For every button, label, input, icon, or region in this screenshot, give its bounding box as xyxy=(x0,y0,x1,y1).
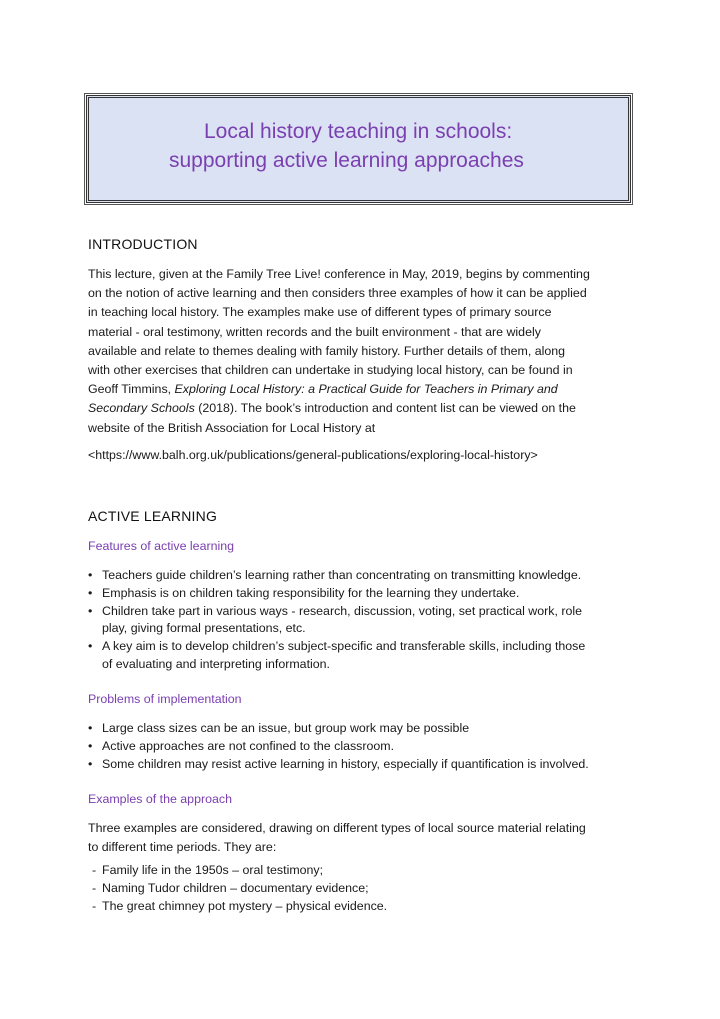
list-item xyxy=(88,898,387,916)
list-item xyxy=(88,720,633,738)
problems-list xyxy=(88,720,633,773)
list-item-text: of evaluating and interpreting information. xyxy=(102,656,330,671)
examples-line: Three examples are considered, drawing on different types of local source material relating xyxy=(88,821,586,835)
list-item-text: Naming Tudor children – documentary evidence; xyxy=(102,880,369,895)
intro-line xyxy=(88,380,633,399)
title-line-2: supporting active learning approaches xyxy=(169,149,524,172)
bullet-icon: • xyxy=(88,603,93,618)
bullet-icon: • xyxy=(88,568,93,582)
intro-line: website of the British Association for Local History at xyxy=(88,420,376,435)
list-item-text: Family life in the 1950s – oral testimony; xyxy=(102,863,324,877)
title-box xyxy=(86,95,631,203)
book-title-part-1: Exploring Local History: a Practical Guide for Teachers in Primary and xyxy=(174,382,558,397)
list-item xyxy=(88,756,633,774)
intro-line xyxy=(88,399,633,418)
author-text: Geoff Timmins, xyxy=(88,382,175,397)
list-item-text: A key aim is to develop children’s subject-specific and transferable skills, including those xyxy=(102,639,586,654)
list-item xyxy=(88,585,633,603)
dash-icon: - xyxy=(92,898,97,913)
list-item-text: Some children may resist active learning in history, especially if quantification is involved. xyxy=(102,756,589,771)
title-line-1: Local history teaching in schools: xyxy=(204,120,513,143)
list-item xyxy=(88,880,387,898)
introduction-paragraph xyxy=(88,265,633,438)
intro-line: with other exercises that children can undertake in studying local history, can be found in xyxy=(88,363,573,378)
dash-icon: - xyxy=(92,863,97,877)
intro-line: available and relate to themes dealing with family history. Further details of them, along xyxy=(88,343,566,358)
bullet-icon: • xyxy=(88,721,93,735)
intro-line: This lecture, given at the Family Tree Live! conference in May, 2019, begins by commenting xyxy=(88,267,590,281)
list-item-text: Teachers guide children’s learning rather than concentrating on transmitting knowledge. xyxy=(102,568,582,582)
bullet-icon: • xyxy=(88,738,93,753)
intro-line: material - oral testimony, written records and the built environment - that are widely xyxy=(88,324,541,339)
dash-icon: - xyxy=(92,880,97,895)
list-item-text: play, giving formal presentations, etc. xyxy=(102,621,306,636)
intro-line: on the notion of active learning and then considers three examples of how it can be applied xyxy=(88,286,587,301)
examples-paragraph xyxy=(88,819,633,857)
features-subheading: Features of active learning xyxy=(88,539,235,553)
list-item xyxy=(88,567,633,585)
intro-line: in teaching local history. The examples make use of different types of primary source xyxy=(88,305,552,320)
list-item xyxy=(88,862,387,880)
list-item-text: Large class sizes can be an issue, but group work may be possible xyxy=(102,721,470,735)
list-item xyxy=(88,603,633,639)
list-item-text: Active approaches are not confined to the classroom. xyxy=(102,738,395,753)
bullet-icon: • xyxy=(88,639,93,654)
list-item-text: Emphasis is on children taking responsibility for the learning they undertake. xyxy=(102,585,520,600)
examples-subheading: Examples of the approach xyxy=(88,792,232,806)
balh-url-link[interactable]: <https://www.balh.org.uk/publications/general-publications/exploring-local-history> xyxy=(88,448,538,462)
examples-line: to different time periods. They are: xyxy=(88,840,277,855)
book-title-part-2: Secondary Schools xyxy=(88,401,195,416)
list-item xyxy=(88,638,633,674)
intro-line-8-rest: (2018). The book’s introduction and content list can be viewed on the xyxy=(194,401,576,416)
list-item-text: Children take part in various ways - research, discussion, voting, set practical work, role xyxy=(102,603,582,618)
features-list xyxy=(88,567,633,674)
bullet-icon: • xyxy=(88,756,93,771)
problems-subheading: Problems of implementation xyxy=(88,692,242,706)
introduction-heading: INTRODUCTION xyxy=(88,236,198,252)
list-item-text: The great chimney pot mystery – physical evidence. xyxy=(102,898,388,913)
examples-list xyxy=(88,862,387,915)
bullet-icon: • xyxy=(88,585,93,600)
list-item xyxy=(88,738,633,756)
active-learning-heading: ACTIVE LEARNING xyxy=(88,508,218,524)
